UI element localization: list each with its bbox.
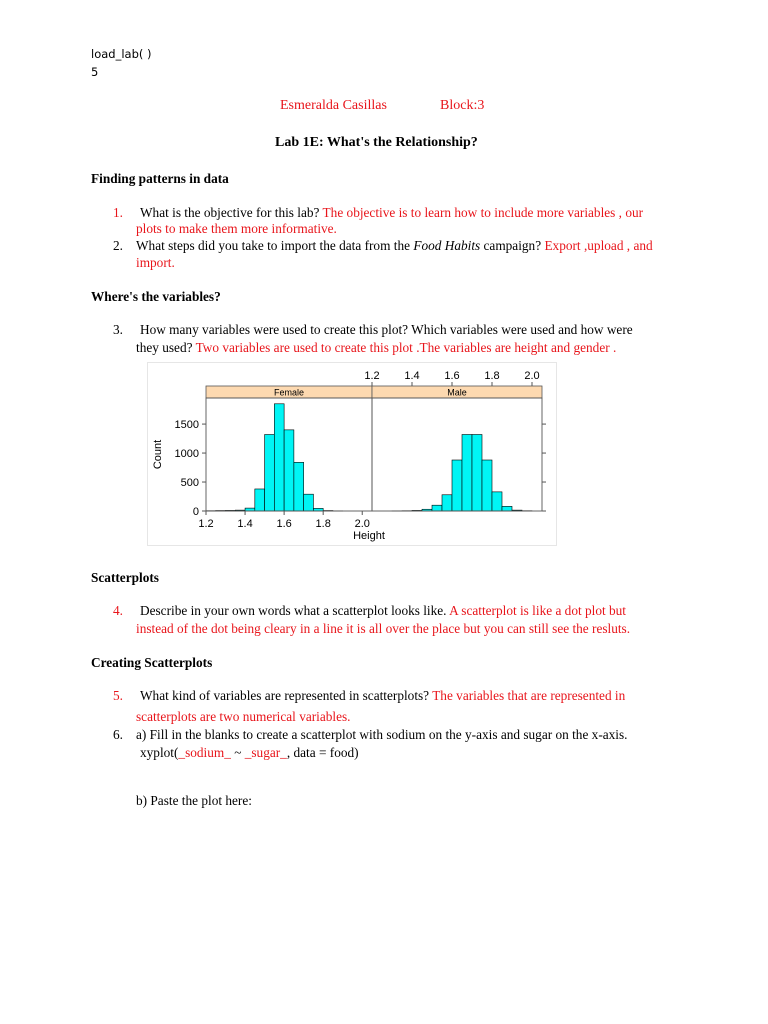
code-line-1: load_lab( ): [91, 47, 152, 61]
question-number: 6.: [113, 727, 123, 742]
answer-text-cont: plots to make them more informative.: [136, 221, 337, 236]
question-6a: a) Fill in the blanks to create a scatterplot with sodium on the y-axis and sugar on the x-axis.: [136, 727, 628, 742]
code-fill-in: [140, 745, 359, 761]
question-6b: b) Paste the plot here:: [136, 793, 252, 808]
section-heading-scatterplots: Scatterplots: [91, 570, 159, 585]
y-tick-label: 1000: [174, 448, 199, 461]
student-name: Esmeralda Casillas: [280, 98, 387, 113]
answer-text-cont: scatterplots are two numerical variables.: [136, 709, 351, 724]
x-tick-label-top: 1.2: [364, 370, 380, 382]
panel-label: Female: [273, 387, 305, 398]
question-3: How many variables were used to create this plot? Which variables were used and how were: [140, 322, 633, 337]
question-number: 5.: [113, 688, 123, 703]
question-text: What is the objective for this lab?: [140, 205, 320, 220]
histogram-bar: [255, 489, 265, 511]
x-tick-label: 1.6: [276, 518, 292, 530]
page-title: Lab 1E: What's the Relationship?: [275, 135, 478, 150]
y-axis-label: Count: [152, 439, 164, 470]
x-tick-label: 1.8: [315, 518, 331, 530]
question-number: 1.: [113, 205, 123, 220]
question-5: [140, 688, 625, 704]
question-text: Describe in your own words what a scatterplot looks like.: [140, 603, 447, 618]
campaign-name: Food Habits: [413, 238, 481, 253]
question-2: [136, 238, 653, 254]
y-tick-label: 0: [192, 506, 199, 518]
histogram-bar: [274, 404, 284, 511]
question-3-cont: [136, 340, 616, 356]
answer-text: A scatterplot is like a dot plot but: [449, 603, 626, 618]
y-tick-label: 500: [180, 477, 199, 490]
histogram-bar: [432, 505, 442, 511]
histogram-bar: [502, 506, 512, 511]
question-text: What steps did you take to import the data from the: [136, 238, 410, 253]
question-number: 4.: [113, 603, 123, 618]
answer-text: Two variables are used to create this plot .The variables are height and gender .: [195, 340, 617, 355]
answer-text: The variables that are represented in: [432, 688, 626, 703]
histogram-bar: [452, 460, 462, 511]
answer-text-cont: import.: [136, 255, 175, 270]
question-text: What kind of variables are represented in scatterplots?: [140, 688, 430, 703]
panel-label: Male: [447, 387, 467, 398]
x-tick-label-top: 1.8: [484, 370, 500, 382]
question-number: 2.: [113, 238, 123, 253]
question-text: they used?: [136, 340, 193, 355]
blank-sugar: _sugar_: [244, 745, 287, 760]
height-histogram: [147, 362, 557, 546]
x-tick-label: 2.0: [354, 518, 370, 530]
answer-text: The objective is to learn how to include more variables , our: [322, 205, 644, 220]
code-suffix: , data = food): [286, 745, 359, 760]
answer-text-cont: instead of the dot being cleary in a line it is all over the place but you can still see the resluts.: [136, 621, 631, 636]
histogram-bar: [304, 494, 314, 511]
code-prefix: xyplot(: [140, 745, 179, 760]
block-label: Block:3: [440, 98, 485, 113]
section-heading-patterns: Finding patterns in data: [91, 171, 229, 186]
histogram-bar: [482, 460, 492, 511]
histogram-bar: [294, 462, 304, 511]
tilde: ~: [230, 745, 245, 760]
blank-sodium: _sodium_: [178, 745, 231, 760]
question-text-cont: campaign?: [483, 238, 542, 253]
x-tick-label: 1.2: [198, 518, 214, 530]
code-output: 5: [91, 65, 99, 79]
x-tick-label: 1.4: [237, 518, 253, 530]
histogram-bar: [492, 492, 502, 511]
x-tick-label-top: 1.4: [404, 370, 420, 382]
question-number: 3.: [113, 322, 123, 337]
section-heading-variables: Where's the variables?: [91, 289, 221, 304]
histogram-bar: [284, 430, 294, 511]
question-1: [140, 205, 643, 221]
y-tick-label: 1500: [174, 419, 199, 432]
x-tick-label-top: 2.0: [524, 370, 540, 382]
histogram-bar: [442, 495, 452, 511]
histogram-bar: [462, 435, 472, 511]
question-4: [140, 603, 626, 619]
x-axis-label: Height: [353, 530, 385, 542]
answer-text: Export ,upload , and: [544, 238, 653, 253]
histogram-bar: [472, 435, 482, 511]
section-heading-creating: Creating Scatterplots: [91, 655, 213, 670]
histogram-bar: [265, 435, 275, 511]
x-tick-label-top: 1.6: [444, 370, 460, 382]
